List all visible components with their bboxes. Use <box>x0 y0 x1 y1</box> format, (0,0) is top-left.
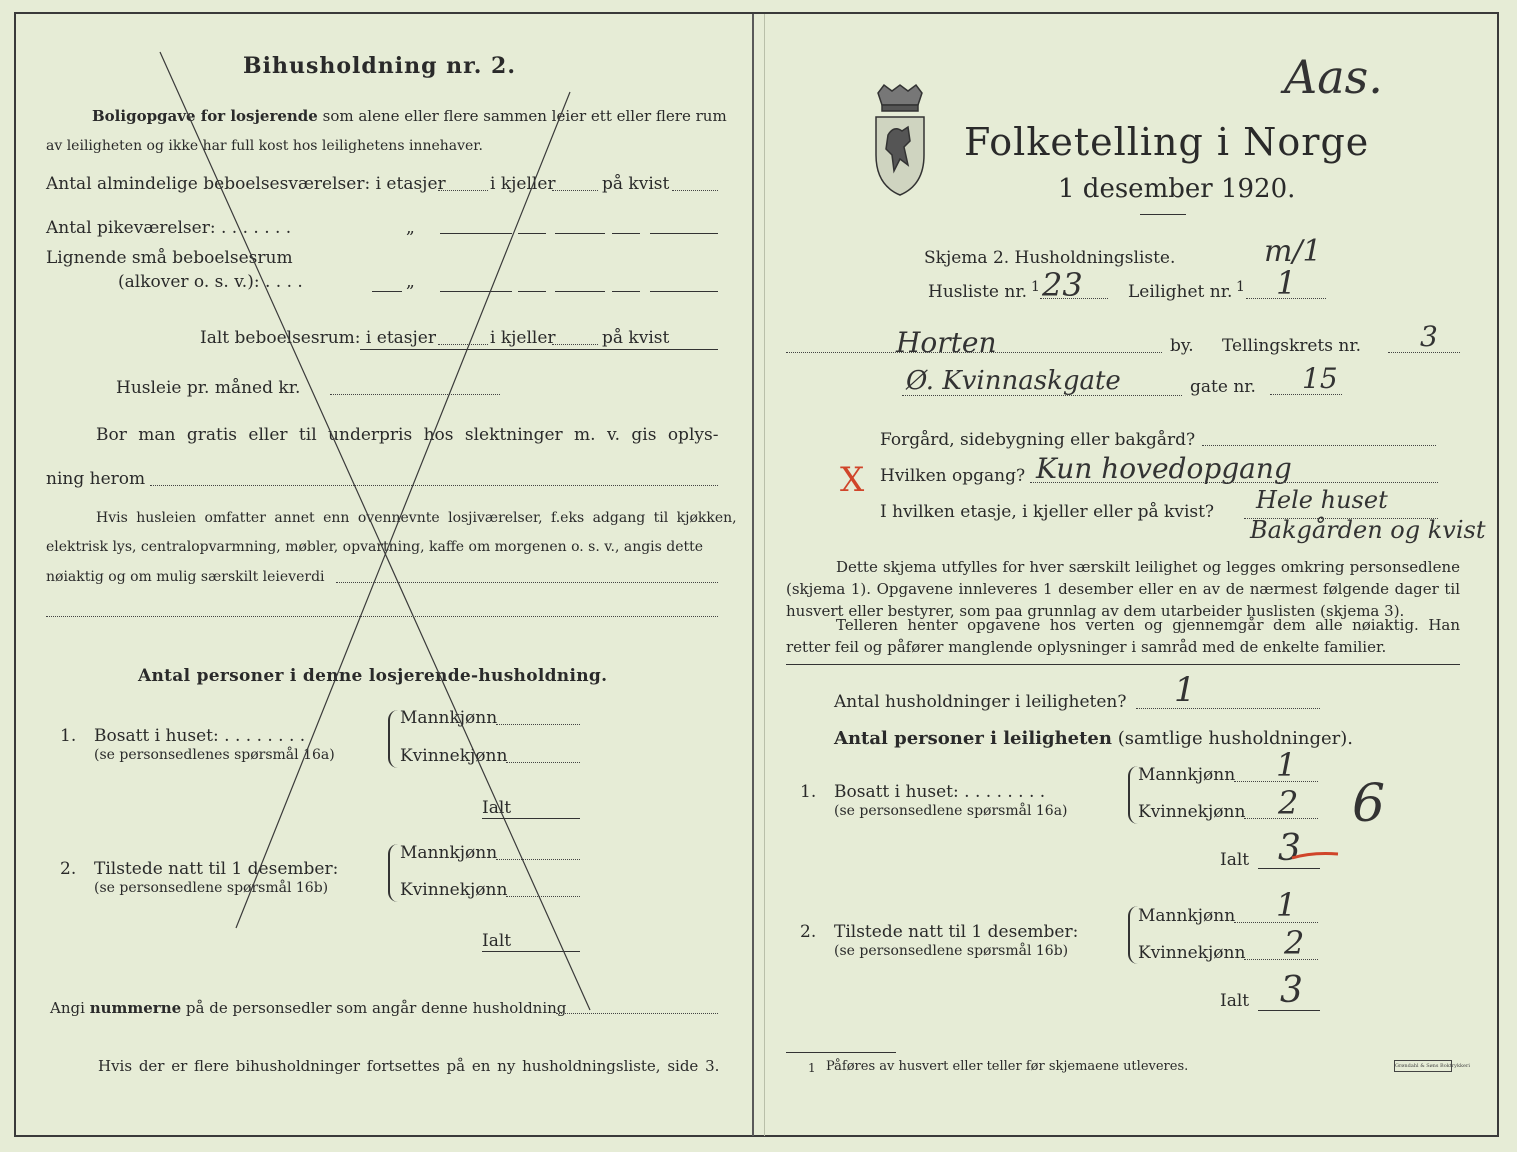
gate-label: gate nr. <box>1190 377 1256 397</box>
left-q1-num: 1. <box>60 726 77 746</box>
right-q1-num: 1. <box>800 782 817 802</box>
antal-pers-bold: Antal personer i leiligheten <box>834 728 1112 749</box>
red-x-mark: X <box>840 460 865 500</box>
tellingskrets-value[interactable]: 3 <box>1420 320 1438 353</box>
row-alkover-label: (alkover o. s. v.): . . . . <box>118 272 303 292</box>
right-q2-mann-label: Mannkjønn <box>1138 906 1236 926</box>
right-q1-label: Bosatt i huset: . . . . . . . . <box>834 782 1046 802</box>
right-q2-ialt-value[interactable]: 3 <box>1280 970 1303 1011</box>
opgang-value[interactable]: Kun hovedopgang <box>1036 452 1292 485</box>
angi-pre: Angi <box>50 999 85 1017</box>
ialt-kvist-label: på kvist <box>602 328 670 348</box>
left-q1-ialt-label: Ialt <box>482 798 512 818</box>
ialt-beboelsesrum-label: Ialt beboelsesrum: i etasjer <box>200 328 436 348</box>
leilighet-footnote-mark: 1 <box>1236 279 1245 295</box>
left-q2-kvinne-label: Kvinnekjønn <box>400 880 508 900</box>
left-antal-heading: Antal personer i denne losjerende-husholdning. <box>138 666 608 686</box>
ditto-mark-2: „ <box>406 272 415 292</box>
right-q2-kvinne-value[interactable]: 2 <box>1284 924 1305 962</box>
row-pikevaerelser-label: Antal pikeværelser: . . . . . . . <box>46 218 292 238</box>
hvis-line3: nøiaktig og om mulig særskilt leieverdi <box>46 569 325 585</box>
hvis-line2: elektrisk lys, centralopvarmning, møbler, opvartning, kaffe om morgenen o. s. v., angis dette <box>46 539 704 555</box>
printer-stamp <box>1394 1060 1471 1072</box>
row1-kjeller-label: i kjeller <box>490 174 556 194</box>
right-q1-sub: (se personsedlene spørsmål 16a) <box>834 803 1068 819</box>
left-footer: Hvis der er flere bihusholdninger fortsettes på en ny husholdningsliste, side 3. <box>98 1057 720 1075</box>
right-q2-mann-value[interactable]: 1 <box>1276 886 1297 924</box>
angi-bold: nummerne <box>89 999 182 1017</box>
left-q1-label: Bosatt i huset: . . . . . . . . <box>94 726 306 746</box>
right-q2-mann-field <box>1234 922 1318 923</box>
right-q1-kvinne-value[interactable]: 2 <box>1278 784 1299 822</box>
gate-nr-value[interactable]: 15 <box>1302 362 1338 395</box>
leilighet-label: Leilighet nr. <box>1128 282 1233 302</box>
footnote-mark: 1 <box>808 1061 816 1075</box>
right-q1-ialt-label: Ialt <box>1220 850 1250 870</box>
husleie-label: Husleie pr. måned kr. <box>116 378 301 398</box>
left-q2-mann-label: Mannkjønn <box>400 843 498 863</box>
husliste-footnote-mark: 1 <box>1031 279 1040 295</box>
row-lignende-label: Lignende små beboelsesrum <box>46 248 293 268</box>
hvis-line1: Hvis husleien omfatter annet enn ovennevnte losjiværelser, f.eks adgang til kjøkken, <box>96 510 737 526</box>
etasje-value-2[interactable]: Bakgården og kvist <box>1250 516 1486 544</box>
left-q1-sub: (se personsedlenes spørsmål 16a) <box>94 747 335 763</box>
opgang-label: Hvilken opgang? <box>880 466 1026 486</box>
left-title: Bihusholdning nr. 2. <box>243 53 516 79</box>
right-q1-mann-label: Mannkjønn <box>1138 765 1236 785</box>
etasje-label: I hvilken etasje, i kjeller eller på kvist? <box>880 502 1215 522</box>
intro-bold: Boligopgave for losjerende <box>92 107 318 125</box>
husliste-label: Husliste nr. <box>928 282 1028 302</box>
right-q2-brace <box>1128 906 1138 964</box>
ialt-kjeller-label: i kjeller <box>490 328 556 348</box>
margin-note: 6 <box>1352 774 1386 834</box>
forgard-label: Forgård, sidebygning eller bakgård? <box>880 430 1196 450</box>
footnote-rule <box>786 1052 896 1053</box>
right-q2-sub: (se personsedlene spørsmål 16b) <box>834 943 1069 959</box>
printer-stamp-text: Grøndahl & Søns Boktrykkeri <box>1395 1063 1471 1069</box>
leilighet-value[interactable]: 1 <box>1276 264 1297 302</box>
husliste-value[interactable]: 23 <box>1042 266 1083 304</box>
tellingskrets-label: Tellingskrets nr. <box>1222 336 1362 356</box>
left-q2-sub: (se personsedlene spørsmål 16b) <box>94 880 329 896</box>
angi-rest: på de personsedler som angår denne husholdning <box>185 999 567 1017</box>
right-q2-num: 2. <box>800 922 817 942</box>
antal-hush-value[interactable]: 1 <box>1174 670 1196 710</box>
right-date: 1 desember 1920. <box>1058 174 1296 204</box>
right-q2-label: Tilstede natt til 1 desember: <box>834 922 1079 942</box>
corner-handwriting: Aas. <box>1284 50 1383 104</box>
left-q2-label: Tilstede natt til 1 desember: <box>94 859 339 879</box>
etasje-value-1[interactable]: Hele huset <box>1256 486 1388 514</box>
by-label: by. <box>1170 336 1194 356</box>
instructions-paragraph-2: Telleren henter opgavene hos verten og gjennemgår dem alle nøiaktig. Han retter feil og påfører manglende oplysninger i samråd med de enkelte familier. <box>786 616 1460 656</box>
skjema-handwriting: m/1 <box>1264 234 1322 269</box>
row1-kvist-label: på kvist <box>602 174 670 194</box>
ditto-mark: „ <box>406 218 415 238</box>
left-q2-ialt-label: Ialt <box>482 931 512 951</box>
right-q1-ialt-value[interactable]: 3 <box>1278 828 1301 869</box>
by-value[interactable]: Horten <box>896 326 997 359</box>
gratis-line2: ning herom <box>46 469 146 489</box>
right-q1-mann-value[interactable]: 1 <box>1276 746 1297 784</box>
left-q1-kvinne-label: Kvinnekjønn <box>400 746 508 766</box>
right-q2-ialt-field <box>1258 1010 1320 1011</box>
gratis-line1: Bor man gratis eller til underpris hos slektninger m. v. gis oplys- <box>96 425 719 445</box>
antal-hush-label: Antal husholdninger i leiligheten? <box>834 692 1127 712</box>
right-q1-kvinne-label: Kvinnekjønn <box>1138 802 1246 822</box>
skjema-label: Skjema 2. Husholdningsliste. <box>924 248 1176 268</box>
antal-pers-rest: (samtlige husholdninger). <box>1117 728 1354 749</box>
instructions-paragraph-1: Dette skjema utfylles for hver særskilt leilighet og legges omkring personsedlene (skjema 1). Opgavene innleveres 1 desember eller en av de nærmest følgende dager til husvert eller bestyrer, som paa grunnlag av dem utarbeider huslisten (skjema 3). <box>786 558 1460 620</box>
gate-value[interactable]: Ø. Kvinnaskgate <box>906 366 1121 396</box>
left-q2-num: 2. <box>60 859 77 879</box>
intro-rest: som alene eller flere sammen leier ett eller flere rum <box>322 107 727 125</box>
footnote-text: Påføres av husvert eller teller før skjemaene utleveres. <box>826 1059 1189 1074</box>
left-q1-mann-label: Mannkjønn <box>400 708 498 728</box>
right-q2-kvinne-label: Kvinnekjønn <box>1138 943 1246 963</box>
row-almindelige-label: Antal almindelige beboelsesværelser: i etasjer <box>46 174 446 194</box>
right-title: Folketelling i Norge <box>964 120 1370 164</box>
intro-line2: av leiligheten og ikke har full kost hos leilighetens innehaver. <box>46 138 483 154</box>
right-q2-ialt-label: Ialt <box>1220 991 1250 1011</box>
right-q2-kvinne-field <box>1244 959 1318 960</box>
